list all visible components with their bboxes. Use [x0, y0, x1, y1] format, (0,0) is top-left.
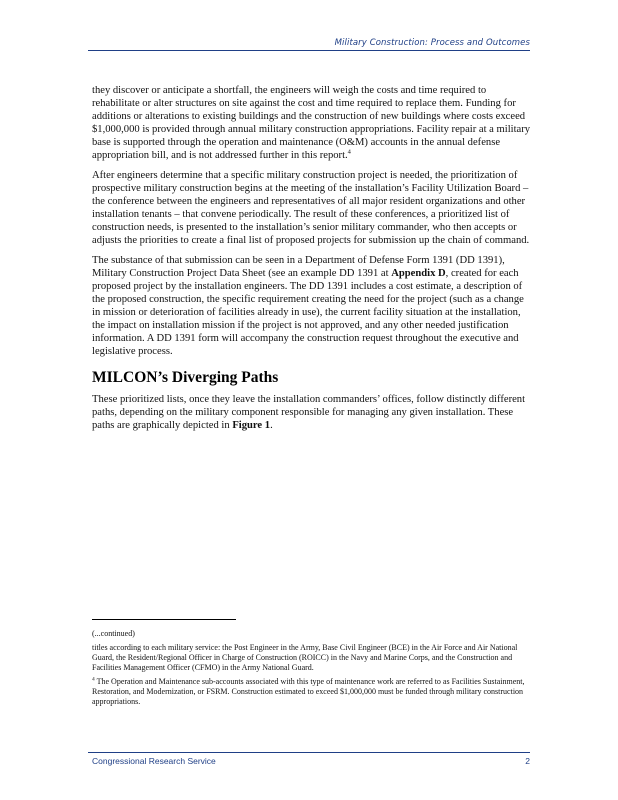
header-rule: [88, 50, 530, 51]
paragraph-3-text-b: , created for each proposed project by the installation engineers. The DD 1391 includes a cost estimate, a description of the proposed construction, the specific requirement creating the need for the project (such as a change in mission or deterioration of facilities already in use), the current facility situation at the installation, the impact on installation mission if the project is not approved, and any other needed justification information. A DD 1391 form will accompany the construction request throughout the executive and legislative process.: [92, 268, 524, 357]
page-number: 2: [525, 756, 530, 766]
paragraph-3-text-a: The substance of that submission can be seen in a Department of Defense Form 1391 (DD 1391), Military Construction Project Data Sheet (see an example DD 1391 at: [92, 255, 505, 279]
body-text: [92, 84, 532, 439]
footer-publisher: Congressional Research Service: [92, 756, 216, 766]
paragraph-1-text: they discover or anticipate a shortfall, the engineers will weigh the costs and time required to rehabilitate or alter structures on site against the cost and time required to replace them. Funding for additions or alterations to existing buildings and the construction of new buildings where costs exceed $1,000,000 is provided through annual military construction appropriations. Facility repair at a military base is supported through the operation and maintenance (O&M) accounts in the annual defense appropriation bill, and is not addressed further in this report.: [92, 85, 531, 161]
paragraph-4-text-a: These prioritized lists, once they leave the installation commanders’ offices, follow distinctly different paths, depending on the military component responsible for managing any given installation. These paths are graphically depicted in: [92, 394, 526, 431]
footnotes: [92, 629, 532, 711]
footnote-ref-4[interactable]: 4: [347, 148, 351, 156]
footnote-rule: [92, 619, 236, 620]
figure-1-ref: Figure 1: [232, 420, 271, 431]
paragraph-3: [92, 254, 532, 358]
footnote-continued-text: titles according to each military service: the Post Engineer in the Army, Base Civil Engineer (BCE) in the Air Force and Air National Guard, the Resident/Regional Officer in Charge of Construction (ROICC) in the Navy and Marine Corps, and the Construction and Facilities Management Officer (CFMO) in the Army National Guard.: [92, 643, 518, 672]
paragraph-4-text-b: .: [270, 420, 273, 431]
footer-rule: [88, 752, 530, 753]
footnote-continued-label: (...continued): [92, 629, 135, 638]
section-heading: MILCON’s Diverging Paths: [92, 369, 279, 386]
paragraph-2: After engineers determine that a specific military construction project is needed, the prioritization of prospective military construction begins at the meeting of the installation’s Facility Utilization Board – the conference between the engineers and representatives of all major resident organizations and other installation tenants – that convene periodically. The result of these conferences, a prioritized list of construction needs, is presented to the installation’s senior military commander, who then accepts or adjusts the priorities to create a final list of proposed projects for submission up the chain of command.: [92, 170, 530, 246]
footnote-4-number: 4: [92, 676, 95, 683]
running-title: Military Construction: Process and Outcomes: [334, 38, 530, 48]
footnote-4: [92, 677, 532, 707]
paragraph-1: [92, 84, 532, 162]
appendix-d-ref: Appendix D: [391, 268, 446, 279]
paragraph-4: [92, 393, 532, 432]
footnote-4-text: The Operation and Maintenance sub-accounts associated with this type of maintenance work are referred to as Facilities Sustainment, Restoration, and Modernization, or FSRM. Construction estimated to exceed $1,000,000 must be funded through military construction appropriations.: [92, 677, 525, 706]
